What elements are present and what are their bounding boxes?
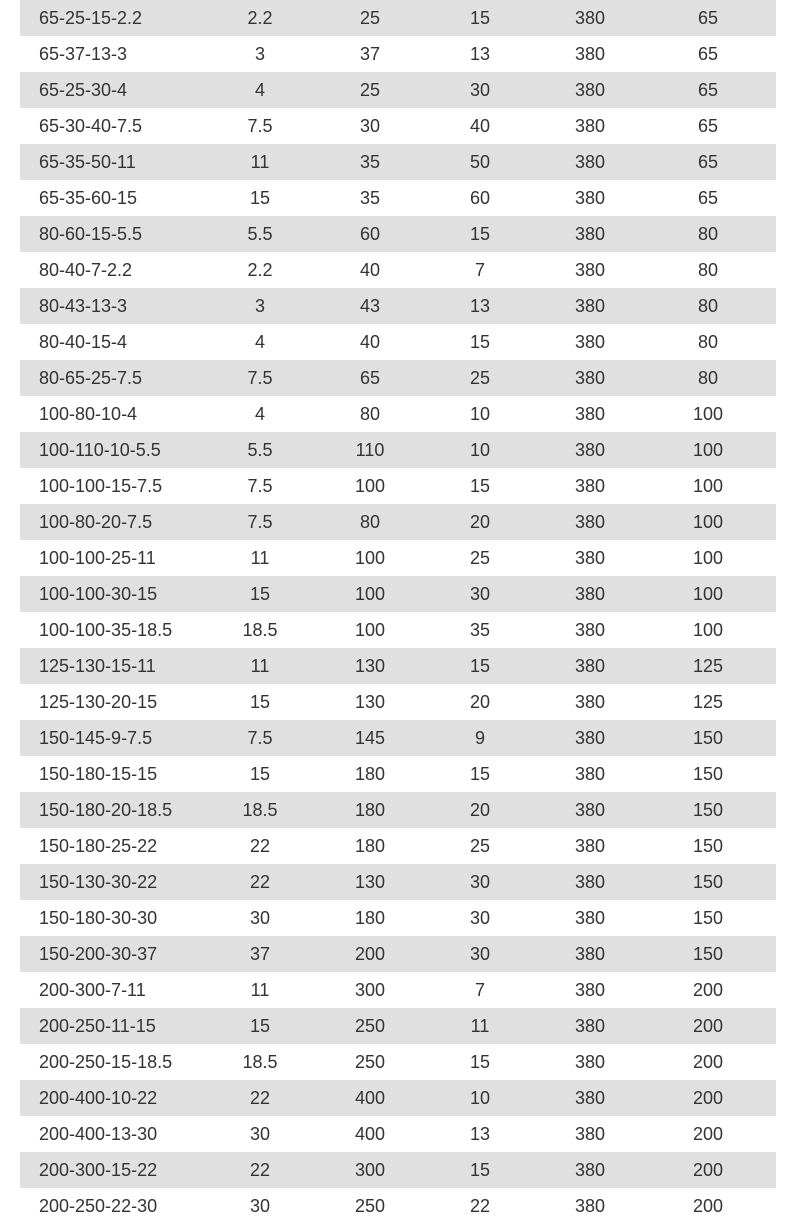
table-cell: 7.5 <box>247 511 273 532</box>
table-row <box>20 1008 776 1044</box>
table-cell: 15 <box>469 1159 491 1180</box>
table-cell: 4 <box>254 331 265 352</box>
table-cell: 100 <box>692 619 724 640</box>
table-cell: 150 <box>692 763 724 784</box>
table-cell: 10 <box>469 439 491 460</box>
table-cell: 60 <box>469 187 491 208</box>
table-cell: 80 <box>697 259 719 280</box>
table-cell: 380 <box>574 799 606 820</box>
table-cell: 15 <box>469 763 491 784</box>
table-cell: 200 <box>692 1051 724 1072</box>
table-cell: 100 <box>692 583 724 604</box>
table-cell: 200 <box>354 943 386 964</box>
model-cell: 80-40-7-2.2 <box>39 259 133 280</box>
model-cell: 200-300-7-11 <box>39 979 146 1000</box>
table-cell: 125 <box>692 655 724 676</box>
table-cell: 15 <box>249 763 271 784</box>
table-cell: 380 <box>574 331 606 352</box>
model-cell: 150-130-30-22 <box>39 871 158 892</box>
model-cell: 65-25-30-4 <box>39 79 128 100</box>
table-cell: 11 <box>250 979 270 1000</box>
table-cell: 380 <box>574 763 606 784</box>
table-cell: 25 <box>469 547 491 568</box>
model-cell: 80-43-13-3 <box>39 295 128 316</box>
model-cell: 150-180-30-30 <box>39 907 158 928</box>
table-cell: 15 <box>249 1015 271 1036</box>
table-cell: 380 <box>574 691 606 712</box>
table-cell: 380 <box>574 943 606 964</box>
table-cell: 380 <box>574 43 606 64</box>
table-cell: 300 <box>354 1159 386 1180</box>
table-cell: 380 <box>574 403 606 424</box>
table-cell: 100 <box>692 403 724 424</box>
table-cell: 110 <box>355 439 385 460</box>
table-cell: 80 <box>697 367 719 388</box>
table-cell: 40 <box>469 115 491 136</box>
model-cell: 200-250-11-15 <box>39 1015 156 1036</box>
table-cell: 380 <box>574 1015 606 1036</box>
table-cell: 7.5 <box>247 115 273 136</box>
model-cell: 150-200-30-37 <box>39 943 158 964</box>
model-cell: 150-180-25-22 <box>39 835 158 856</box>
table-cell: 22 <box>249 1087 271 1108</box>
table-cell: 65 <box>697 151 719 172</box>
table-cell: 30 <box>359 115 381 136</box>
table-cell: 380 <box>574 223 606 244</box>
table-cell: 150 <box>692 907 724 928</box>
table-cell: 400 <box>354 1087 386 1108</box>
table-cell: 380 <box>574 151 606 172</box>
table-cell: 7.5 <box>247 475 273 496</box>
model-cell: 150-180-20-18.5 <box>39 799 173 820</box>
table-row <box>20 108 776 144</box>
table-cell: 150 <box>692 799 724 820</box>
table-cell: 7 <box>474 979 485 1000</box>
table-cell: 65 <box>697 43 719 64</box>
table-row <box>20 1188 776 1224</box>
table-cell: 380 <box>574 259 606 280</box>
table-row <box>20 756 776 792</box>
table-cell: 35 <box>359 151 381 172</box>
table-cell: 35 <box>469 619 491 640</box>
table-cell: 40 <box>359 331 381 352</box>
table-cell: 250 <box>354 1015 386 1036</box>
table-row <box>20 216 776 252</box>
table-cell: 30 <box>249 1123 271 1144</box>
table-cell: 43 <box>359 295 381 316</box>
table-row <box>20 648 776 684</box>
table-cell: 30 <box>469 79 491 100</box>
table-cell: 65 <box>359 367 381 388</box>
table-cell: 150 <box>692 943 724 964</box>
table-row <box>20 720 776 756</box>
table-cell: 10 <box>469 403 491 424</box>
table-cell: 200 <box>692 1123 724 1144</box>
table-row <box>20 468 776 504</box>
spec-table <box>20 0 776 1224</box>
table-cell: 100 <box>354 475 386 496</box>
table-cell: 200 <box>692 1159 724 1180</box>
table-cell: 25 <box>469 367 491 388</box>
table-cell: 380 <box>574 439 606 460</box>
table-cell: 4 <box>254 403 265 424</box>
table-cell: 130 <box>354 691 386 712</box>
model-cell: 125-130-15-11 <box>39 655 156 676</box>
table-cell: 380 <box>574 1195 606 1216</box>
table-cell: 18.5 <box>242 799 278 820</box>
table-cell: 22 <box>249 1159 271 1180</box>
table-cell: 380 <box>574 727 606 748</box>
table-cell: 13 <box>469 295 491 316</box>
table-cell: 180 <box>354 799 386 820</box>
table-cell: 18.5 <box>242 619 278 640</box>
table-cell: 22 <box>469 1195 491 1216</box>
table-cell: 15 <box>469 331 491 352</box>
table-row <box>20 828 776 864</box>
table-cell: 150 <box>692 835 724 856</box>
table-cell: 380 <box>574 547 606 568</box>
model-cell: 100-100-15-7.5 <box>39 475 163 496</box>
table-cell: 380 <box>574 1123 606 1144</box>
table-cell: 80 <box>697 331 719 352</box>
table-cell: 100 <box>354 547 386 568</box>
table-row <box>20 540 776 576</box>
model-cell: 65-37-13-3 <box>39 43 128 64</box>
table-row <box>20 864 776 900</box>
table-cell: 80 <box>359 403 381 424</box>
table-cell: 30 <box>469 907 491 928</box>
table-cell: 145 <box>354 727 386 748</box>
table-cell: 7 <box>474 259 485 280</box>
table-row <box>20 936 776 972</box>
model-cell: 65-30-40-7.5 <box>39 115 143 136</box>
table-cell: 15 <box>469 7 491 28</box>
table-cell: 2.2 <box>247 259 273 280</box>
table-cell: 2.2 <box>247 7 273 28</box>
table-cell: 400 <box>354 1123 386 1144</box>
table-cell: 15 <box>469 655 491 676</box>
table-cell: 20 <box>469 511 491 532</box>
table-row <box>20 396 776 432</box>
table-cell: 100 <box>354 619 386 640</box>
table-row <box>20 1044 776 1080</box>
table-cell: 60 <box>359 223 381 244</box>
table-cell: 25 <box>359 7 381 28</box>
table-cell: 11 <box>250 151 270 172</box>
table-cell: 37 <box>249 943 271 964</box>
table-cell: 380 <box>574 1051 606 1072</box>
table-cell: 125 <box>692 691 724 712</box>
table-cell: 25 <box>469 835 491 856</box>
model-cell: 100-100-25-11 <box>39 547 156 568</box>
table-cell: 200 <box>692 979 724 1000</box>
table-cell: 30 <box>469 871 491 892</box>
table-cell: 35 <box>359 187 381 208</box>
table-cell: 380 <box>574 475 606 496</box>
table-cell: 50 <box>469 151 491 172</box>
model-cell: 65-35-60-15 <box>39 187 138 208</box>
table-cell: 100 <box>692 547 724 568</box>
table-cell: 180 <box>354 763 386 784</box>
table-cell: 3 <box>254 43 265 64</box>
table-cell: 37 <box>359 43 381 64</box>
table-row <box>20 180 776 216</box>
table-row <box>20 36 776 72</box>
table-cell: 150 <box>692 727 724 748</box>
table-cell: 20 <box>469 691 491 712</box>
table-cell: 65 <box>697 115 719 136</box>
table-cell: 65 <box>697 187 719 208</box>
table-cell: 250 <box>354 1051 386 1072</box>
table-cell: 80 <box>359 511 381 532</box>
table-cell: 11 <box>470 1015 490 1036</box>
table-cell: 300 <box>354 979 386 1000</box>
table-cell: 150 <box>692 871 724 892</box>
table-row <box>20 360 776 396</box>
table-cell: 380 <box>574 979 606 1000</box>
table-cell: 200 <box>692 1015 724 1036</box>
table-cell: 250 <box>354 1195 386 1216</box>
table-cell: 380 <box>574 187 606 208</box>
table-cell: 180 <box>354 907 386 928</box>
table-cell: 200 <box>692 1195 724 1216</box>
table-cell: 380 <box>574 367 606 388</box>
table-row <box>20 1116 776 1152</box>
table-cell: 380 <box>574 583 606 604</box>
model-cell: 200-250-22-30 <box>39 1195 158 1216</box>
table-cell: 20 <box>469 799 491 820</box>
table-cell: 380 <box>574 907 606 928</box>
model-cell: 200-400-10-22 <box>39 1087 158 1108</box>
table-cell: 30 <box>469 943 491 964</box>
table-row <box>20 1152 776 1188</box>
model-cell: 80-40-15-4 <box>39 331 128 352</box>
table-cell: 100 <box>692 475 724 496</box>
model-cell: 100-80-10-4 <box>39 403 138 424</box>
model-cell: 80-65-25-7.5 <box>39 367 143 388</box>
model-cell: 80-60-15-5.5 <box>39 223 143 244</box>
model-cell: 100-110-10-5.5 <box>39 439 161 460</box>
table-cell: 11 <box>250 547 270 568</box>
table-cell: 80 <box>697 295 719 316</box>
table-row <box>20 252 776 288</box>
table-cell: 180 <box>354 835 386 856</box>
table-row <box>20 0 776 36</box>
table-cell: 7.5 <box>247 367 273 388</box>
model-cell: 100-100-35-18.5 <box>39 619 173 640</box>
table-cell: 65 <box>697 79 719 100</box>
table-row <box>20 324 776 360</box>
table-cell: 15 <box>249 583 271 604</box>
table-cell: 100 <box>354 583 386 604</box>
model-cell: 200-300-15-22 <box>39 1159 158 1180</box>
table-cell: 11 <box>250 655 270 676</box>
table-row <box>20 612 776 648</box>
table-cell: 130 <box>354 871 386 892</box>
table-cell: 13 <box>469 43 491 64</box>
table-cell: 380 <box>574 1087 606 1108</box>
table-cell: 22 <box>249 871 271 892</box>
table-cell: 380 <box>574 511 606 532</box>
table-cell: 10 <box>469 1087 491 1108</box>
table-cell: 380 <box>574 1159 606 1180</box>
table-cell: 15 <box>469 223 491 244</box>
table-cell: 22 <box>249 835 271 856</box>
table-cell: 380 <box>574 871 606 892</box>
model-cell: 150-180-15-15 <box>39 763 158 784</box>
model-cell: 200-250-15-18.5 <box>39 1051 173 1072</box>
table-cell: 9 <box>474 727 485 748</box>
table-cell: 40 <box>359 259 381 280</box>
table-row <box>20 972 776 1008</box>
table-cell: 80 <box>697 223 719 244</box>
model-cell: 150-145-9-7.5 <box>39 727 153 748</box>
table-cell: 15 <box>469 1051 491 1072</box>
table-cell: 380 <box>574 655 606 676</box>
table-cell: 15 <box>249 691 271 712</box>
table-cell: 5.5 <box>247 223 273 244</box>
table-cell: 380 <box>574 79 606 100</box>
table-cell: 200 <box>692 1087 724 1108</box>
table-cell: 130 <box>354 655 386 676</box>
table-row <box>20 792 776 828</box>
table-cell: 100 <box>692 439 724 460</box>
table-cell: 13 <box>469 1123 491 1144</box>
table-row <box>20 576 776 612</box>
table-cell: 100 <box>692 511 724 532</box>
table-cell: 5.5 <box>247 439 273 460</box>
table-cell: 380 <box>574 619 606 640</box>
table-cell: 18.5 <box>242 1051 278 1072</box>
model-cell: 125-130-20-15 <box>39 691 158 712</box>
table-cell: 380 <box>574 115 606 136</box>
model-cell: 65-25-15-2.2 <box>39 7 143 28</box>
table-cell: 4 <box>254 79 265 100</box>
table-cell: 380 <box>574 7 606 28</box>
table-cell: 380 <box>574 295 606 316</box>
table-cell: 7.5 <box>247 727 273 748</box>
table-row <box>20 504 776 540</box>
table-cell: 65 <box>697 7 719 28</box>
model-cell: 65-35-50-11 <box>39 151 136 172</box>
table-cell: 25 <box>359 79 381 100</box>
table-cell: 380 <box>574 835 606 856</box>
table-row <box>20 288 776 324</box>
table-row <box>20 72 776 108</box>
table-cell: 15 <box>469 475 491 496</box>
model-cell: 200-400-13-30 <box>39 1123 158 1144</box>
table-row <box>20 432 776 468</box>
table-cell: 15 <box>249 187 271 208</box>
model-cell: 100-80-20-7.5 <box>39 511 153 532</box>
table-row <box>20 144 776 180</box>
table-row <box>20 684 776 720</box>
model-cell: 100-100-30-15 <box>39 583 158 604</box>
table-row <box>20 1080 776 1116</box>
table-cell: 30 <box>249 907 271 928</box>
table-cell: 30 <box>469 583 491 604</box>
table-row <box>20 900 776 936</box>
table-cell: 3 <box>254 295 265 316</box>
table-cell: 30 <box>249 1195 271 1216</box>
